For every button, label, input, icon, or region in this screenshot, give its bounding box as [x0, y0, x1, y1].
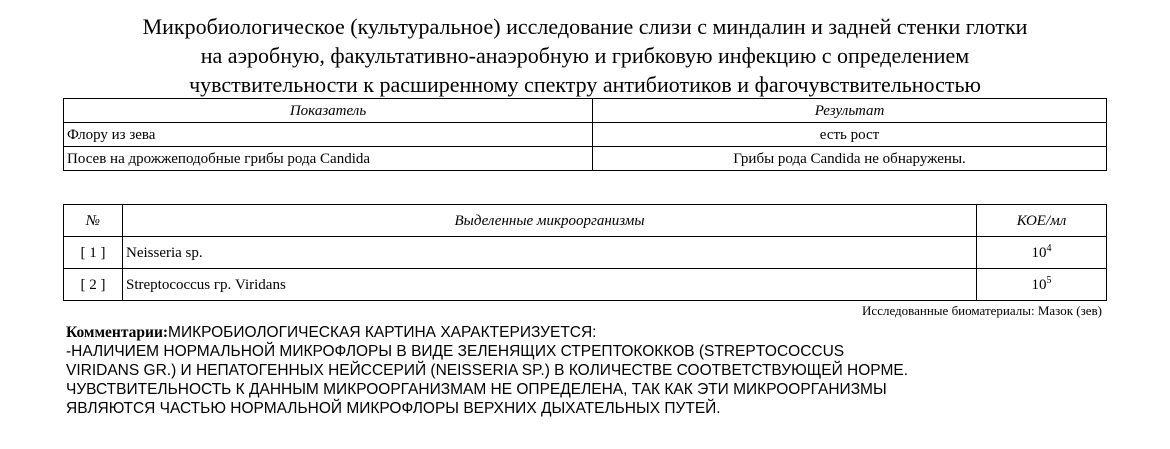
organism-name: Neisseria sp.	[123, 237, 977, 269]
row-number: [ 1 ]	[64, 237, 123, 269]
comments-label: Комментарии:	[66, 324, 169, 341]
header-koe: КОЕ/мл	[977, 205, 1107, 237]
comments-block	[66, 323, 1136, 418]
results-table	[63, 98, 1107, 171]
indicator-cell: Посев на дрожжеподобные грибы рода Candida	[64, 147, 593, 171]
indicator-cell: Флору из зева	[64, 123, 593, 147]
comments-first-line	[66, 323, 1136, 342]
organism-name: Streptococcus гр. Viridans	[123, 269, 977, 301]
koe-base: 10	[1031, 244, 1047, 261]
biomaterial-note: Исследованные биоматериалы: Мазок (зев)	[862, 303, 1102, 318]
comments-line-1: МИКРОБИОЛОГИЧЕСКАЯ КАРТИНА ХАРАКТЕРИЗУЕТСЯ:	[168, 324, 597, 341]
organisms-table	[63, 204, 1107, 301]
koe-exponent: 4	[1046, 242, 1052, 254]
comments-line-2: -НАЛИЧИЕМ НОРМАЛЬНОЙ МИКРОФЛОРЫ В ВИДЕ ЗЕЛЕНЯЩИХ СТРЕПТОКОККОВ (STREPTOCOCCUS	[66, 343, 845, 360]
title-line-3: чувствительности к расширенному спектру антибиотиков и фагочувствительностью	[189, 72, 981, 97]
table-row	[64, 147, 1107, 171]
row-number: [ 2 ]	[64, 269, 123, 301]
koe-value	[977, 269, 1107, 301]
comments-line-4: ЧУВСТВИТЕЛЬНОСТЬ К ДАННЫМ МИКРООРГАНИЗМАМ НЕ ОПРЕДЕЛЕНА, ТАК КАК ЭТИ МИКРООРГАНИЗМЫ	[66, 381, 887, 398]
title-line-2: на аэробную, факультативно-анаэробную и грибковую инфекцию с определением	[200, 43, 970, 68]
table-row	[64, 123, 1107, 147]
table-row	[64, 269, 1107, 301]
koe-exponent: 5	[1046, 274, 1052, 286]
title-line-1: Микробиологическое (культуральное) исследование слизи с миндалин и задней стенки глотки	[142, 14, 1028, 39]
result-cell: есть рост	[593, 123, 1107, 147]
result-cell: Грибы рода Candida не обнаружены.	[593, 147, 1107, 171]
header-num: №	[64, 205, 123, 237]
organisms-table-header	[64, 205, 1107, 237]
koe-base: 10	[1031, 276, 1047, 293]
koe-value	[977, 237, 1107, 269]
results-table-header	[64, 99, 1107, 123]
header-result: Результат	[593, 99, 1107, 123]
comments-line-5: ЯВЛЯЮТСЯ ЧАСТЬЮ НОРМАЛЬНОЙ МИКРОФЛОРЫ ВЕРХНИХ ДЫХАТЕЛЬНЫХ ПУТЕЙ.	[66, 400, 721, 417]
table-row	[64, 237, 1107, 269]
header-indicator: Показатель	[64, 99, 593, 123]
comments-line-3: VIRIDANS GR.) И НЕПАТОГЕННЫХ НЕЙССЕРИЙ (NEISSERIA SP.) В КОЛИЧЕСТВЕ СООТВЕТСТВУЮЩЕЙ НОРМЕ.	[66, 362, 909, 379]
header-organisms: Выделенные микроорганизмы	[123, 205, 977, 237]
document-title	[40, 12, 1130, 99]
